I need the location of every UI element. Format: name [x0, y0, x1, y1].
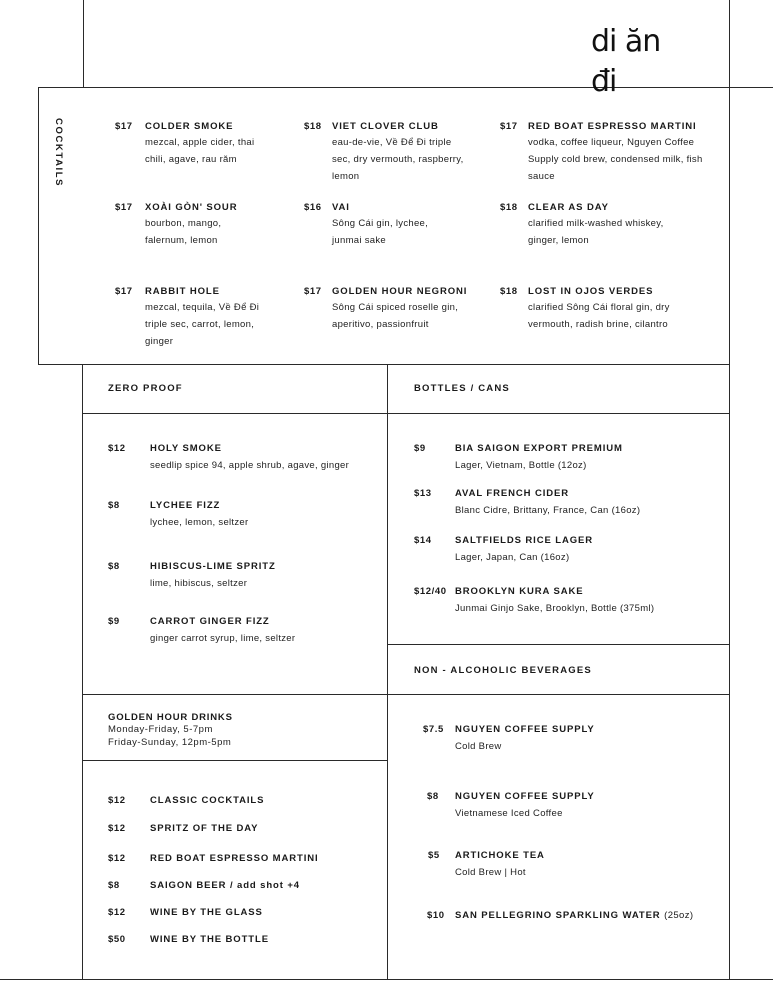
item-name: NGUYEN COFFEE SUPPLY: [455, 724, 595, 735]
item-description: Sông Cái gin, lychee, junmai sake: [332, 218, 429, 246]
item-price: $16: [304, 202, 322, 213]
frame-line: [82, 413, 730, 414]
item-name: SALTFIELDS RICE LAGER: [455, 535, 594, 546]
cocktails-title-text: COCKTAILS: [53, 118, 64, 188]
item-price: $13: [414, 488, 432, 499]
item-description: Lager, Japan, Can (16oz): [455, 552, 570, 563]
item-name: LOST IN OJOS VERDES: [528, 286, 654, 297]
item-description: bourbon, mango, falernum, lemon: [145, 218, 222, 246]
frame-line: [38, 87, 773, 88]
item-price: $12: [108, 853, 126, 864]
bottles-title: BOTTLES / CANS: [414, 383, 510, 394]
item-name: RED BOAT ESPRESSO MARTINI: [150, 853, 319, 864]
item-price: $17: [500, 121, 518, 132]
item-name: GOLDEN HOUR NEGRONI: [332, 286, 468, 297]
item-name: RABBIT HOLE: [145, 286, 220, 297]
item-price: $12: [108, 795, 126, 806]
frame-line: [82, 364, 83, 979]
frame-line: [82, 694, 730, 695]
golden-hour-weekday: Monday-Friday, 5-7pm: [108, 724, 213, 735]
item-name: ARTICHOKE TEA: [455, 850, 545, 861]
item-name: WINE BY THE GLASS: [150, 907, 263, 918]
item-description: clarified milk-washed whiskey, ginger, lemon: [528, 218, 664, 246]
item-description: Sông Cái spiced roselle gin, aperitivo, passionfruit: [332, 302, 459, 330]
non-alcoholic-title: NON - ALCOHOLIC BEVERAGES: [414, 665, 592, 676]
item-description: Cold Brew | Hot: [455, 867, 526, 878]
item-name: WINE BY THE BOTTLE: [150, 934, 269, 945]
item-price: $18: [500, 286, 518, 297]
frame-line: [729, 87, 730, 979]
item-price: $12/40: [414, 586, 447, 597]
item-description: lychee, lemon, seltzer: [150, 517, 249, 528]
item-description: lime, hibiscus, seltzer: [150, 578, 248, 589]
item-price: $17: [115, 202, 133, 213]
item-size: (25oz): [664, 910, 694, 921]
zero-proof-title: ZERO PROOF: [108, 383, 183, 394]
item-price: $5: [428, 850, 440, 861]
item-price: $8: [108, 500, 120, 511]
item-price: $9: [108, 616, 120, 627]
item-description: Vietnamese Iced Coffee: [455, 808, 563, 819]
item-price: $10: [427, 910, 445, 921]
frame-line: [387, 644, 730, 645]
frame-line: [82, 760, 387, 761]
item-price: $12: [108, 443, 126, 454]
item-description: seedlip spice 94, apple shrub, agave, ginger: [150, 460, 350, 471]
frame-line: [387, 364, 388, 979]
item-name: CLEAR AS DAY: [528, 202, 609, 213]
brand-logo: di ăn đi: [591, 24, 661, 99]
item-price: $17: [115, 121, 133, 132]
item-name: AVAL FRENCH CIDER: [455, 488, 569, 499]
item-description: clarified Sông Cái floral gin, dry vermouth, radish brine, cilantro: [528, 302, 670, 330]
item-description: Cold Brew: [455, 741, 502, 752]
item-name: CLASSIC COCKTAILS: [150, 795, 265, 806]
item-name: NGUYEN COFFEE SUPPLY: [455, 791, 595, 802]
golden-hour-weekend: Friday-Sunday, 12pm-5pm: [108, 737, 232, 748]
item-price: $9: [414, 443, 426, 454]
frame-line: [729, 0, 730, 87]
item-description: vodka, coffee liqueur, Nguyen Coffee Supply cold brew, condensed milk, fish sauce: [528, 137, 703, 182]
frame-line: [83, 0, 84, 87]
frame-line: [38, 87, 39, 364]
golden-hour-title: GOLDEN HOUR DRINKS: [108, 712, 233, 723]
item-price: $17: [304, 286, 322, 297]
item-price: $18: [304, 121, 322, 132]
item-name: VAI: [332, 202, 350, 213]
item-name: SPRITZ OF THE DAY: [150, 823, 259, 834]
item-description: mezcal, apple cider, thai chili, agave, rau răm: [145, 137, 255, 165]
item-price: $14: [414, 535, 432, 546]
item-price: $8: [108, 880, 120, 891]
item-name: LYCHEE FIZZ: [150, 500, 221, 511]
item-name: XOÀI GÒN' SOUR: [145, 202, 238, 213]
item-description: ginger carrot syrup, lime, seltzer: [150, 633, 296, 644]
item-description: Junmai Ginjo Sake, Brooklyn, Bottle (375ml): [455, 603, 655, 614]
item-name: BROOKLYN KURA SAKE: [455, 586, 584, 597]
item-description: Lager, Vietnam, Bottle (12oz): [455, 460, 587, 471]
item-price: $50: [108, 934, 126, 945]
item-price: $17: [115, 286, 133, 297]
item-name: HIBISCUS-LIME SPRITZ: [150, 561, 276, 572]
item-name: [455, 910, 693, 921]
item-name-text: SAN PELLEGRINO SPARKLING WATER: [455, 910, 661, 921]
item-price: $8: [427, 791, 439, 802]
item-price: $7.5: [423, 724, 444, 735]
frame-line: [0, 979, 773, 980]
item-description: mezcal, tequila, Về Để Đi triple sec, carrot, lemon, ginger: [145, 302, 260, 347]
item-price: $8: [108, 561, 120, 572]
frame-line: [38, 364, 730, 365]
item-name: HOLY SMOKE: [150, 443, 222, 454]
item-name: RED BOAT ESPRESSO MARTINI: [528, 121, 697, 132]
item-name: SAIGON BEER / add shot +4: [150, 880, 300, 891]
item-name: CARROT GINGER FIZZ: [150, 616, 270, 627]
item-price: $18: [500, 202, 518, 213]
item-name: BIA SAIGON EXPORT PREMIUM: [455, 443, 623, 454]
item-price: $12: [108, 907, 126, 918]
item-name: VIET CLOVER CLUB: [332, 121, 439, 132]
item-name: COLDER SMOKE: [145, 121, 234, 132]
item-description: eau-de-vie, Về Để Đi triple sec, dry vermouth, raspberry, lemon: [332, 137, 464, 182]
item-description: Blanc Cidre, Brittany, France, Can (16oz): [455, 505, 641, 516]
cocktails-title: [50, 118, 66, 188]
item-price: $12: [108, 823, 126, 834]
